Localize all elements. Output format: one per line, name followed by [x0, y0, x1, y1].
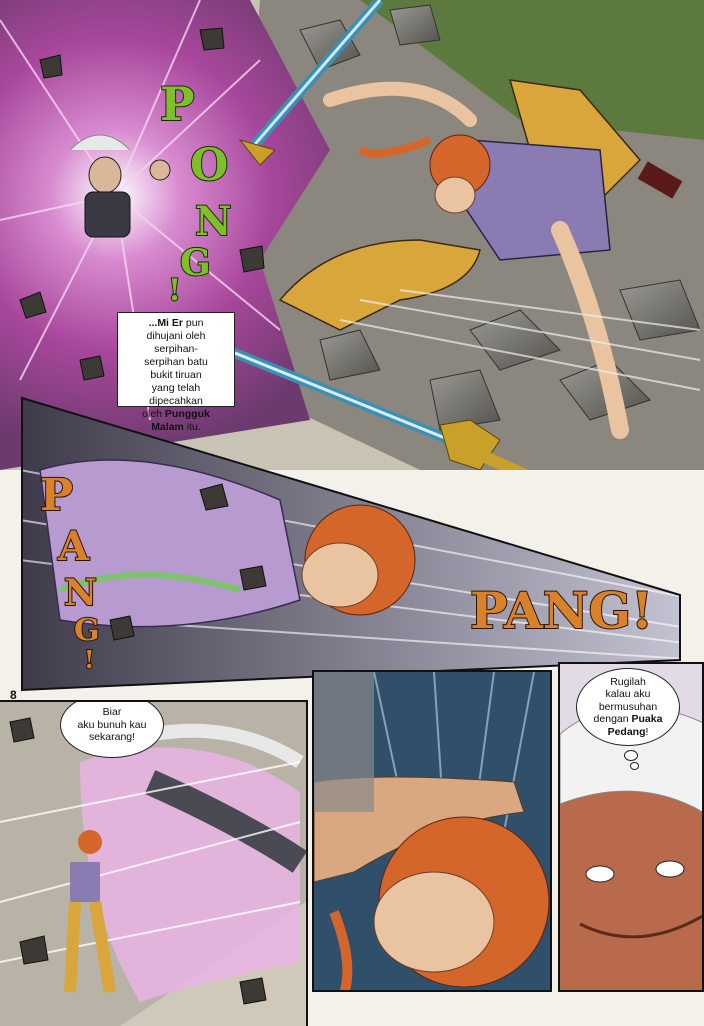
panel-bottom-left — [0, 700, 308, 1026]
sfx-pang-left-letter-5: ! — [84, 645, 95, 674]
thought-name: Pedang — [607, 725, 646, 738]
caption-text: serpihan batu — [144, 356, 208, 368]
caption-text: dihujani oleh — [146, 330, 206, 342]
speech-text: sekarang! — [88, 731, 136, 744]
sfx-pong-letter-4: G — [180, 242, 211, 284]
caption-text: itu. — [183, 421, 201, 433]
thought-text: bermusuhan — [598, 700, 658, 713]
panel-bottom-middle — [312, 670, 552, 992]
panel-bottom-right — [558, 662, 704, 992]
caption-text: yang telah — [151, 382, 201, 394]
sfx-pong-letter-1: P — [160, 77, 195, 131]
caption-text: dipecahkan — [149, 395, 203, 407]
speech-text: aku bunuh kau — [77, 718, 147, 731]
sfx-pong-letter-2: O — [190, 140, 229, 191]
caption-text: bukit tiruan — [150, 369, 202, 381]
sfx-pong-letter-3: N — [195, 198, 232, 245]
sfx-pong-letter-5: ! — [168, 273, 182, 308]
thought-bubble — [576, 668, 680, 746]
thought-bubble-tail — [624, 750, 638, 761]
caption-text: oleh — [142, 408, 165, 420]
thought-name: Puaka — [631, 713, 663, 726]
caption-text: serpihan- — [154, 343, 198, 355]
thought-text: Rugilah — [610, 675, 646, 688]
thought-text: dengan — [593, 713, 629, 726]
bottom-middle-art — [314, 672, 552, 992]
sfx-pang-right: PANG! — [470, 581, 654, 640]
sfx-pang-left-letter-4: G — [74, 613, 100, 648]
sfx-pang-left-letter-3: N — [64, 572, 97, 614]
thought-text: kalau aku — [605, 688, 651, 701]
sfx-pang-left-letter-1: P — [40, 470, 74, 521]
thought-bubble-tail-small — [630, 762, 639, 770]
sfx-pang-left-letter-2: A — [58, 523, 90, 570]
page-number: 8 — [10, 688, 17, 702]
caption-text: pun — [183, 317, 204, 329]
thought-text: ! — [645, 725, 649, 738]
bottom-left-art — [0, 702, 306, 1026]
caption-name: Pungguk — [164, 408, 210, 420]
speech-text: Biar — [102, 706, 122, 719]
caption-name: ...Mi Er — [148, 317, 183, 329]
caption-name: Malam — [151, 421, 184, 433]
